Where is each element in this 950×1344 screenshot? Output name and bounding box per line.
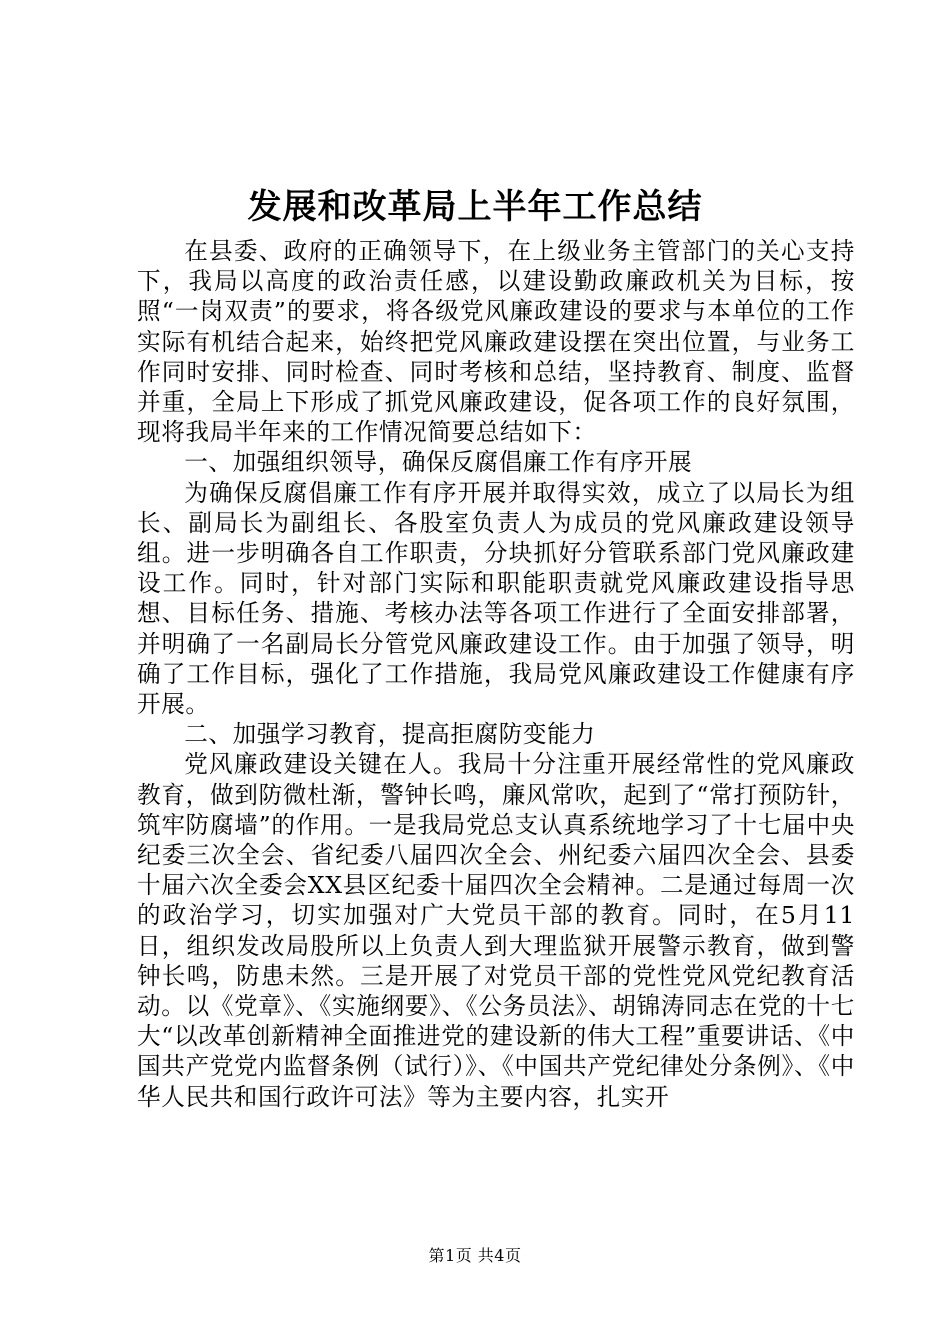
section-paragraph-1: 为确保反腐倡廉工作有序开展并取得实效，成立了以局长为组长、副局长为副组长、各股室负责人为成员的党风廉政建设领导组。进一步明确各自工作职责，分块抓好分管联系部门党风廉政建设工作。同时，针对部门实际和职能职责就党风廉政建设指导思想、目标任务、措施、考核办法等各项工作进行了全面安排部署，并明确了一名副局长分管党风廉政建设工作。由于加强了领导，明确了工作目标，强化了工作措施，我局党风廉政建设工作健康有序开展。 [137, 478, 855, 719]
intro-paragraph: 在县委、政府的正确领导下，在上级业务主管部门的关心支持下，我局以高度的政治责任感，以建设勤政廉政机关为目标，按照“一岗双责”的要求，将各级党风廉政建设的要求与本单位的工作实际有机结合起来，始终把党风廉政建设摆在突出位置，与业务工作同时安排、同时检查、同时考核和总结，坚持教育、制度、监督并重，全局上下形成了抓党风廉政建设，促各项工作的良好氛围，现将我局半年来的工作情况简要总结如下： [137, 237, 855, 447]
document-title: 发展和改革局上半年工作总结 [247, 187, 703, 227]
section-paragraph-2: 党风廉政建设关键在人。我局十分注重开展经常性的党风廉政教育，做到防微杜渐，警钟长鸣，廉风常吹，起到了“常打预防针，筑牢防腐墙”的作用。一是我局党总支认真系统地学习了十七届中央纪委三次全会、省纪委八届四次全会、州纪委六届四次全会、县委十届六次全委会XX县区纪委十届四次全会精神。二是通过每周一次的政治学习，切实加强对广大党员干部的教育。同时，在5月11日，组织发改局股所以上负责人到大理监狱开展警示教育，做到警钟长鸣，防患未然。三是开展了对党员干部的党性党风党纪教育活动。以《党章》、《实施纲要》、《公务员法》、胡锦涛同志在党的十七大“以改革创新精神全面推进党的建设新的伟大工程”重要讲话、《中国共产党党内监督条例（试行）》、《中国共产党纪律处分条例》、《中华人民共和国行政许可法》等为主要内容，扎实开 [137, 750, 855, 1111]
page-footer: 第1页 共4页 [428, 1246, 522, 1265]
section-heading-2: 二、加强学习教育，提高拒腐防变能力 [184, 720, 596, 749]
section-heading-1: 一、加强组织领导，确保反腐倡廉工作有序开展 [184, 448, 693, 477]
document-body [137, 236, 855, 1112]
